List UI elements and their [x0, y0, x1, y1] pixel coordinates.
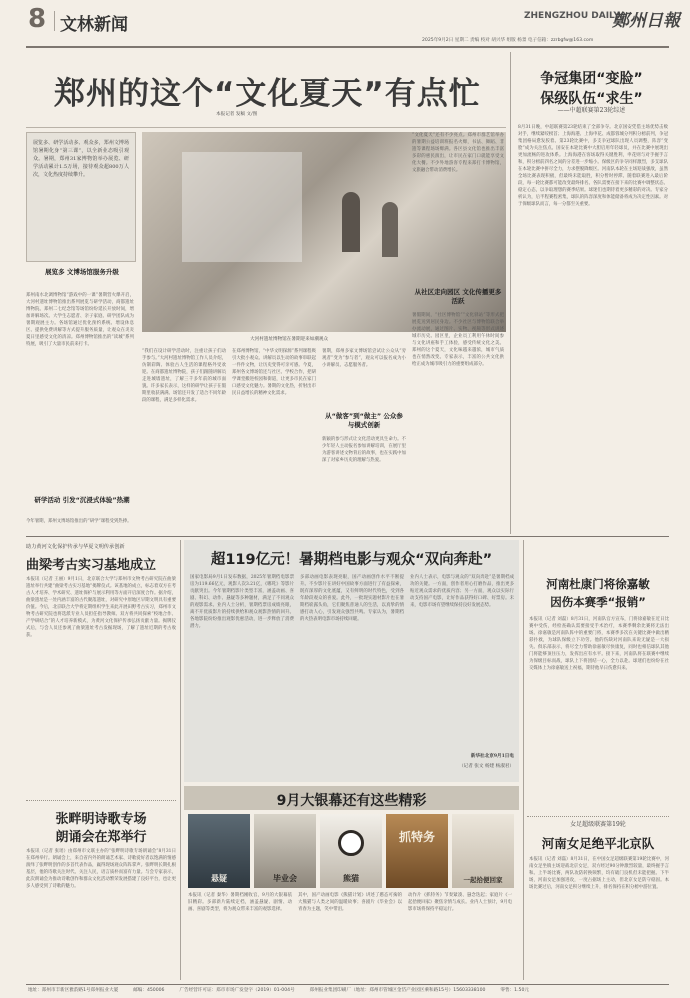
- women-body: 本报讯（记者 刘磊）8月31日，在中国女足超级联赛第19轮比赛中，河南女足坐镇主场迎战北京女足，双方经过90分钟激烈较量，最终握手言和。上半场比赛，两队攻防转换频繁，均有破门良机但未能把握。下半场，河南女足加强进攻，一度占据场上主动，但北京女足防守稳固。本场比赛过后，河南女足积分继续上升，排名保持在积分榜中游位置。: [529, 857, 669, 890]
- editor-info: 校对 胡兴华 组版 杨景: [480, 38, 527, 43]
- section-rule: [26, 536, 669, 537]
- silver-col-2: 其中，国产动画电影《熊猫计划》讲述了憨态可掬的大熊猫与人类之间的温暖故事；喜剧片《毕业会》以青春为主题，笑中带泪。: [298, 893, 402, 912]
- box-office-reporter: （记者 张文 杨建 杨淑君）: [459, 764, 514, 769]
- lead-headline: 郑州的这个“文化夏天”有点忙: [54, 76, 481, 112]
- subhead-text: 从“做客”到“做主” 公众参与模式创新: [325, 412, 403, 429]
- footer-address: 地址：郑州市丰新区雅韵路1号郑州报业大厦: [28, 988, 119, 993]
- paper-name-cn: 鄭州日報: [612, 11, 680, 31]
- lead-headline-underline: [26, 127, 506, 128]
- poster-title: 抓特务: [398, 830, 435, 844]
- lead-subhead-1: [32, 268, 132, 277]
- footer-printer: 郑州报业集团印刷厂（地址：郑州市管城区金岱产业园区乘和路15号）15603338100: [309, 988, 486, 993]
- archaeology-story: [26, 540, 176, 800]
- lead-photo-caption: 大河村遗址博物馆在暑期迎来如潮观众: [250, 337, 329, 342]
- footer-postcode: 邮编：450006: [133, 988, 165, 993]
- poem-body: 本报讯（记者 张瑶）由郑州市文联主办的“张畔明诗歌专场朗诵会”8月31日在郑州举行。朗诵会上，来自省内外的朗诵艺术家、诗歌爱好者以饱满的情感演绎了张畔明创作的多首代表作品，赢得现场观众阵阵掌声。张畔明长期扎根基层，他的诗歌关注时代、关注人民，语言质朴而富有力量。与会专家表示，此次朗诵会为推动诗歌创作和群众文化活动繁荣发展搭建了良好平台，也让更多人感受到了诗歌的魅力。: [26, 849, 176, 889]
- masthead-rule: [26, 46, 669, 48]
- poster-title: 毕业会: [273, 874, 297, 883]
- panda-icon: [338, 830, 364, 856]
- silver-col-3: 动作片《抓特务》节奏紧凑、悬念迭起；家庭片《一起拾便回家》聚焦亲情与成长。业内人士预计，9月电影市场将保持平稳运行。: [408, 893, 512, 912]
- box-office-story: [184, 540, 519, 782]
- poster-title: 一起拾便回家: [463, 876, 503, 884]
- lead-column-6b: 暑假期间，“社区博物馆”“文化驿站”等形式把展览送到居民身边。不少社区与博物馆联合举办流动展，通过图片、实物、视频等形式讲述城市历史。园区里，企业员工利用午休时间参与文化讲座和手工体验，感受传统文化之美。郑州的这个夏天，文化味越来越浓，城市气质也在悄然改变。专家表示，丰富的公共文化供给正成为城市吸引力的重要组成部分。: [412, 313, 504, 367]
- box-office-col-3: 业内人士表示，电影与观众的“双向奔赴”是暑期档成功的关键。一方面，创作者用心打磨作品，推出更多贴近观众需求的优质内容；另一方面，观众以实际行动支持国产电影，让好作品获得好口碑、好票房。未来，电影市场有望继续保持良好发展态势。: [410, 575, 514, 608]
- archaeology-body: 本报讯（记者 王丽）9月1日，北京联合大学与郑州市文物考古研究院在曲梁遗址举行共建“曲梁考古实习基地”揭牌仪式。该基地的成立，标志着双方在考古人才培养、学术研究、遗址保护与展示利用等方面开启深度合作。据介绍，曲梁遗址是一处内涵丰富的古代聚落遗址，对研究中原地区早期文明具有重要价值。今后，北京联合大学将定期组织学生来此开展田野考古实习，郑州市文物考古研究院也将选派专业人员担任指导教师。双方将共同探索“校地合作、产学研结合”的人才培养新模式，为黄河文化保护传承弘扬贡献力量。揭牌仪式后，与会人员还参观了曲梁遗址考古发掘现场，了解了遗址近期的考古收获。: [26, 577, 176, 638]
- movie-poster: [320, 814, 382, 888]
- henan-story: [527, 540, 669, 810]
- poem-rule: [26, 800, 176, 801]
- archaeology-kicker: 助力黄河文化保护传承与华夏文明传承创新: [26, 544, 125, 550]
- henan-body: 本报讯（记者 刘磊）8月31日，河南队官方宣布，门将徐嘉敏在近日比赛中受伤，经检查确认需要接受手术治疗，本赛季剩余比赛将无法出场。徐嘉敏是河南队阵中的重要门将，本赛季多次在关键比赛中做出精彩扑救，为球队保级立下功劳。他的伤缺对河南队来说无疑是一大损失。俱乐部表示，将尽全力帮助徐嘉敏尽快康复，同时也相信球队其他门将能够顶住压力，发挥出应有水平。接下来，河南队将在联赛中继续为保级目标而战，球队上下将团结一心，全力以赴。球迷们也纷纷在社交媒体上为徐嘉敏送上祝福，期待他早日伤愈归来。: [529, 617, 669, 671]
- poster-row: [188, 814, 515, 888]
- box-office-col-1: 国家电影局9月1日发布数据，2025年暑期档电影票房为119.66亿元，观影人次3.21亿，《哪吒》等影片贡献突出。今年暑期档影片类型丰富，涵盖动画、喜剧、科幻、动作、悬疑等多种题材，满足了不同观众的观影需求。业内人士分析，暑期档票房成绩亮眼，离不开优质影片的持续供给和观众观影热情的回升。各地影院纷纷推出观影优惠活动，进一步释放了消费潜力。: [190, 575, 294, 629]
- lead-subhead-4: [412, 288, 504, 306]
- lead-subhead-2: [32, 496, 132, 505]
- photo-panel: [182, 152, 302, 262]
- henan-headline-2: 因伤本赛季“报销”: [550, 595, 646, 609]
- side-body: 8月31日晚，中超联赛第23轮结束了全部争夺。北京国安凭借主场优势击败对手，继续紧咬榜首；上海海港、上海申花、成都蓉城分列积分榜前列，争冠集团格局愈发胶着。第23轮比赛中，多支争冠球队出现人员调整，阵容“变脸”成为关注焦点。国安在本轮比赛中大胆启用年轻球员，并在比赛中展现出更加流畅的进攻体系。上海海港在客场取得关键胜利，申花则与对手握手言和，积分榜前四名之间的分差进一步缩小。保级区的争夺同样激烈，多支球队在本轮比赛中拼尽全力，力求摆脱降级区。河南队本轮在主场迎战强敌，虽然全场比赛表现积极，但最终未能取胜，积分暂时停滞。随着联赛进入最后阶段，每一轮比赛都可能改变最终排名。各队需要在接下来的比赛中调整状态、稳定心态，以争取理想的赛季结果。球迷们也期待着更多精彩的对决。专家分析认为，后半程赛程密集，球队的阵容深度和体能储备将成为决定性因素。对于保级球队而言，每一分都至关重要。: [518, 125, 668, 207]
- silver-screen-story: [184, 786, 519, 982]
- date-line: [422, 37, 593, 43]
- lead-column-2: “我们在设计研学活动时，注重让孩子们动手参与。”大河村遗址博物馆工作人员介绍，仿制彩陶、体验古人生活的课程格外受欢迎。在商都遗址博物院，孩子们跟随讲解员走进城墙遗址，了解三千多年前的城市面貌。许多家长表示，这样的研学让孩子在假期里收获满满。场馆还开发了适合不同年龄段的课程，满足多样化需求。: [142, 349, 226, 403]
- silver-headline: 9月大银幕还有这些精彩: [276, 793, 427, 809]
- lead-intro-box: [26, 132, 136, 262]
- lead-intro: 展览多、研学活动多、观众多，郑州文博场馆暑期化身“第三课”，以全新业态吸引观众。暑期，郑州31家博物馆举办展览、研学活动累计1.5万场，接待观众超800万人次，文化热度持续攀升。: [33, 140, 129, 178]
- lead-subhead-3: [322, 412, 406, 430]
- lead-column-3: 在郑州博物馆，“中华文明探源”系列课程吸引大批小观众。讲解员以生动的故事串联起一件件文物，让历史变得可亲可感。今夏，郑州各文博场馆还与社区、学校合作，把研学课堂搬进校园和街道，让更多市民在家门口感受文化魅力。暑期的文化热，折射出市民日益增长的精神文化需求。: [232, 349, 316, 396]
- subhead-text: 展览多 文博场馆服务升级: [45, 268, 119, 276]
- photo-figure: [342, 192, 360, 252]
- lead-column-4b: 新颖的参与形式让文化活动更具生命力。不少年轻人主动报名参加讲解培训，在展厅里为游客讲述文物背后的故事，也在实践中加深了对家乡历史的理解与热爱。: [322, 437, 406, 463]
- box-office-signature: 新华社北京9月1日电: [470, 754, 514, 759]
- email: 电子信箱：zzrbgfw@163.com: [527, 38, 594, 43]
- poem-headline-1: 张畔明诗歌专场: [55, 812, 147, 827]
- poem-headline-2: 朗诵会在郑举行: [55, 830, 147, 845]
- column-rule: [523, 540, 524, 980]
- footer-license: 广告经营许可证：郑市市场广发登字（2019）01-004号: [179, 988, 295, 993]
- poster-title: 悬疑: [211, 874, 227, 883]
- masthead-divider: [54, 11, 55, 31]
- women-kicker: 女足超级联赛第19轮: [570, 821, 626, 828]
- movie-poster: [188, 814, 250, 888]
- silver-col-1: 本报讯（记者 秦华）暑期档刚收官，9月的大银幕依旧精彩。多部新片陆续定档，涵盖悬疑、剧情、动画、喜剧等类型，将为观众带来丰富的观影选择。: [188, 893, 292, 912]
- footer-price: 零售：1.50元: [500, 988, 529, 993]
- column-rule: [510, 52, 511, 534]
- poster-title: 熊猫: [343, 874, 359, 883]
- side-headline-2: 保级队伍“求生”: [540, 91, 643, 107]
- henan-headline-1: 河南杜康门将徐嘉敏: [546, 577, 650, 591]
- archaeology-headline: 曲梁考古实习基地成立: [26, 558, 157, 573]
- date: 2025年9月2日 星期二 责编: [422, 38, 480, 43]
- subhead-text: 从社区走向园区 文化传播更多活跃: [414, 288, 502, 305]
- subhead-text: 研学活动 引发“沉浸式体验”热潮: [34, 496, 130, 504]
- side-headline-1: 争冠集团“变脸”: [540, 71, 643, 87]
- box-office-col-2: 多部动画电影表现亮眼，国产动画创作水平不断提升。不少影片在讲好中国故事方面进行了有益探索，既有深厚的文化底蕴，又有鲜明的时代特色，受到各年龄段观众的喜爱。此外，一批现实题材影片也在暑期档崭露头角，它们聚焦普通人的生活，以真挚的情感打动人心，引发观众强烈共鸣。专家认为，暑期档的火热表明电影市场持续回暖。: [300, 575, 404, 622]
- women-story: [527, 816, 669, 982]
- footer-rule: [26, 984, 669, 985]
- lead-column-1: 郑州南水北调博物馆“游戏中的一课”暑期营火爆开启，大河村遗址博物馆推出系列展览与研学活动，商都遗址博物院、郑州二七纪念馆等场馆纷纷延长开放时间，增加讲解场次。大学生志愿者、亲子家庭、研学团队成为暑期观展主力。各场馆通过优化预约系统、增设休息区、提供免费讲解等方式提升服务质量，让观众在炎炎夏日里感受文化的清凉。郑州博物馆推出的“读城”系列特展，吸引了大量市民前来打卡。: [26, 293, 134, 347]
- column-rule: [180, 540, 181, 980]
- movie-poster: [254, 814, 316, 888]
- lead-column-1b: 今年暑期，郑州文博场馆推出的“研学”课程受到热捧。: [26, 519, 132, 524]
- side-subhead: ——中超联赛第23轮综述: [557, 107, 626, 114]
- page-number: 8: [28, 4, 47, 34]
- women-headline: 河南女足绝平北京队: [541, 836, 655, 851]
- movie-poster: [452, 814, 514, 888]
- footer: [28, 987, 668, 996]
- section-name: 文林新闻: [60, 15, 128, 35]
- poem-story: [26, 800, 176, 980]
- side-story: [514, 52, 669, 534]
- lead-byline: 本报记者 发稿 文/图: [216, 112, 258, 117]
- lead-column-4: 暑期，郑州多家文博场馆尝试让公众从“旁观者”变为“参与者”，观众可以报名成为小小讲解员、志愿服务者。: [322, 349, 406, 368]
- masthead: [0, 0, 690, 50]
- photo-figure: [382, 202, 398, 257]
- movie-poster: [386, 814, 448, 888]
- women-rule: [527, 816, 669, 817]
- box-office-headline: 超119亿元！暑期档电影与观众“双向奔赴”: [210, 552, 493, 568]
- lead-column-6: “文化夏天”还有不少亮点。郑州市群艺馆举办的暑期公益培训班报名火爆，书法、舞蹈、非遗等课程场场爆满。各区县文化馆也推出丰富多彩的惠民演出，让市民在家门口就能享受文化大餐。不少外地游客专程来郑打卡博物馆，文旅融合带动消费增长。: [412, 133, 504, 173]
- paper-name-en: ZHENGZHOU DAILY: [524, 11, 620, 21]
